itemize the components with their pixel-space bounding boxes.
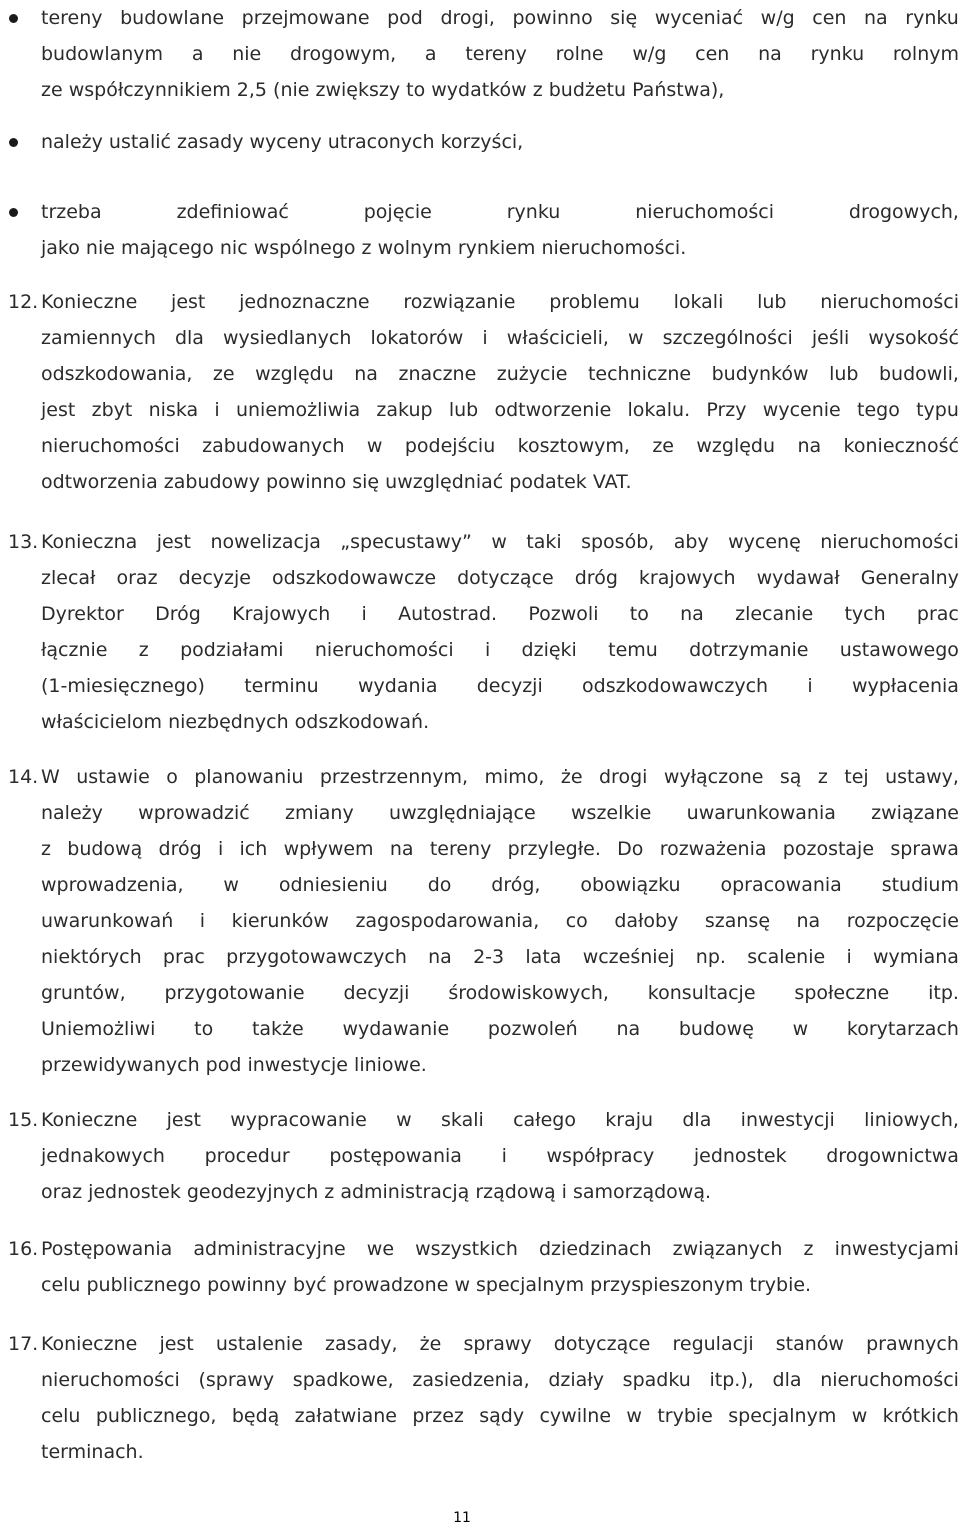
- item-number: 12.: [8, 291, 39, 313]
- text-line: jest zbyt niska i uniemożliwia zakup lub odtworzenie lokalu. Przy wycenie tego typu: [41, 399, 959, 421]
- text-line: odszkodowania, ze względu na znaczne zużycie techniczne budynków lub budowli,: [41, 363, 959, 385]
- text-line: Konieczne jest ustalenie zasady, że sprawy dotyczące regulacji stanów prawnych: [41, 1333, 959, 1355]
- text-line: uwarunkowań i kierunków zagospodarowania, co dałoby szansę na rozpoczęcie: [41, 910, 959, 932]
- text-line: nieruchomości zabudowanych w podejściu kosztowym, ze względu na konieczność: [41, 435, 959, 457]
- text-line: zamiennych dla wysiedlanych lokatorów i właścicieli, w szczególności jeśli wysokość: [41, 327, 959, 349]
- text-line: Dyrektor Dróg Krajowych i Autostrad. Pozwoli to na zlecanie tych prac: [41, 603, 959, 625]
- text-line: z budową dróg i ich wpływem na tereny przyległe. Do rozważenia pozostaje sprawa: [41, 838, 959, 860]
- text-line: budowlanym a nie drogowym, a tereny rolne w/g cen na rynku rolnym: [41, 43, 959, 65]
- text-line: właścicielom niezbędnych odszkodowań.: [41, 711, 430, 733]
- text-line: terminach.: [41, 1441, 144, 1463]
- text-line: Konieczna jest nowelizacja „specustawy” w taki sposób, aby wycenę nieruchomości: [41, 531, 959, 553]
- text-line: Postępowania administracyjne we wszystkich dziedzinach związanych z inwestycjami: [41, 1238, 959, 1260]
- text-line: celu publicznego powinny być prowadzone w specjalnym przyspieszonym trybie.: [41, 1274, 812, 1296]
- item-number: 16.: [8, 1238, 39, 1260]
- text-line: (1-miesięcznego) terminu wydania decyzji odszkodowawczych i wypłacenia: [41, 675, 959, 697]
- text-line: wprowadzenia, w odniesieniu do dróg, obowiązku opracowania studium: [41, 874, 959, 896]
- page-number: 11: [453, 1510, 471, 1526]
- text-line: przewidywanych pod inwestycje liniowe.: [41, 1054, 427, 1076]
- text-line: Konieczne jest jednoznaczne rozwiązanie problemu lokali lub nieruchomości: [41, 291, 959, 313]
- bullet-dot-icon: [9, 208, 18, 217]
- text-line: nieruchomości (sprawy spadkowe, zasiedzenia, działy spadku itp.), dla nieruchomości: [41, 1369, 959, 1391]
- text-line: należy wprowadzić zmiany uwzględniające wszelkie uwarunkowania związane: [41, 802, 959, 824]
- item-number: 17.: [8, 1333, 39, 1355]
- item-number: 14.: [8, 766, 39, 788]
- bullet-dot-icon: [9, 138, 18, 147]
- text-line: oraz jednostek geodezyjnych z administracją rządową i samorządową.: [41, 1181, 712, 1203]
- text-line: trzeba zdefiniować pojęcie rynku nieruchomości drogowych,: [41, 201, 959, 223]
- bullet-dot-icon: [9, 14, 18, 23]
- text-line: zlecał oraz decyzje odszkodowawcze dotyczące dróg krajowych wydawał Generalny: [41, 567, 959, 589]
- text-line: odtworzenia zabudowy powinno się uwzględniać podatek VAT.: [41, 471, 632, 493]
- item-number: 15.: [8, 1109, 39, 1131]
- text-line: celu publicznego, będą załatwiane przez sądy cywilne w trybie specjalnym w krótkich: [41, 1405, 959, 1427]
- text-line: należy ustalić zasady wyceny utraconych korzyści,: [41, 131, 524, 153]
- text-line: jako nie mającego nic wspólnego z wolnym rynkiem nieruchomości.: [41, 237, 687, 259]
- text-line: tereny budowlane przejmowane pod drogi, powinno się wyceniać w/g cen na rynku: [41, 7, 959, 29]
- text-line: Konieczne jest wypracowanie w skali całego kraju dla inwestycji liniowych,: [41, 1109, 959, 1131]
- item-number: 13.: [8, 531, 39, 553]
- text-line: gruntów, przygotowanie decyzji środowiskowych, konsultacje społeczne itp.: [41, 982, 959, 1004]
- text-line: W ustawie o planowaniu przestrzennym, mimo, że drogi wyłączone są z tej ustawy,: [41, 766, 959, 788]
- text-line: jednakowych procedur postępowania i współpracy jednostek drogownictwa: [41, 1145, 959, 1167]
- text-line: niektórych prac przygotowawczych na 2-3 lata wcześniej np. scalenie i wymiana: [41, 946, 959, 968]
- text-line: Uniemożliwi to także wydawanie pozwoleń na budowę w korytarzach: [41, 1018, 959, 1040]
- text-line: ze współczynnikiem 2,5 (nie zwiększy to wydatków z budżetu Państwa),: [41, 79, 725, 101]
- text-line: łącznie z podziałami nieruchomości i dzięki temu dotrzymanie ustawowego: [41, 639, 959, 661]
